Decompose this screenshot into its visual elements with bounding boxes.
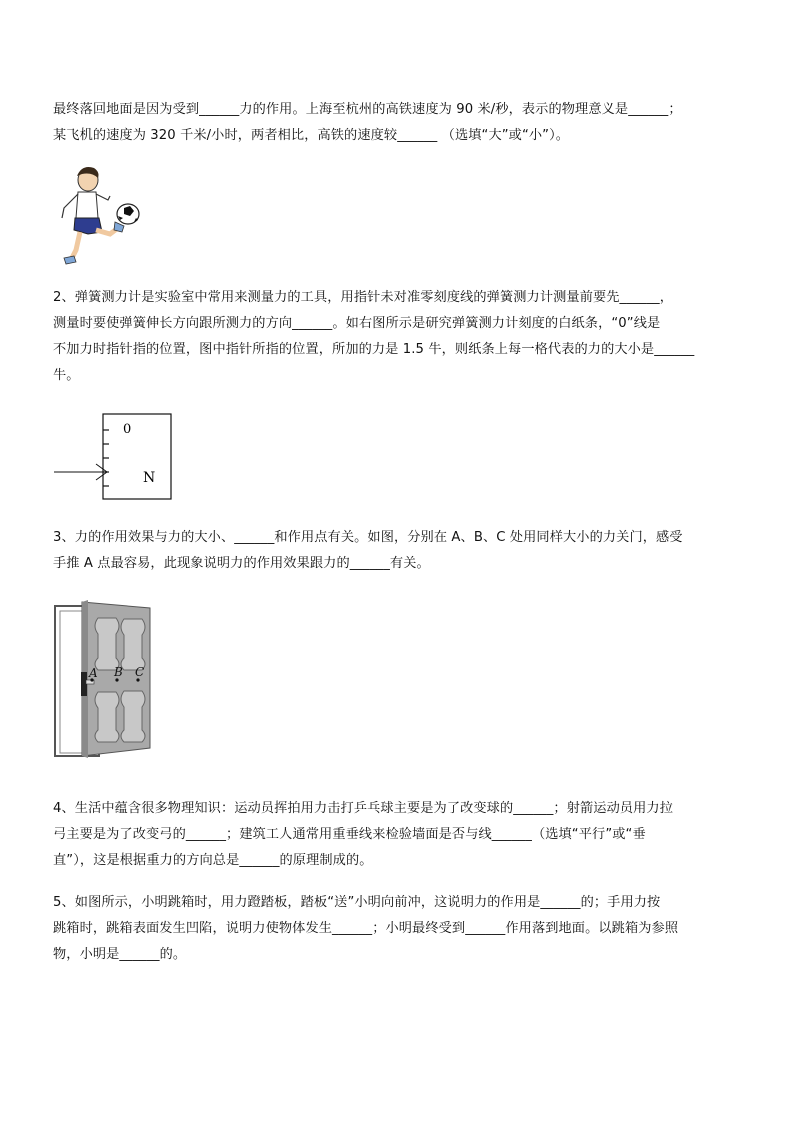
paper-strip bbox=[103, 414, 171, 499]
q4-line-1: 4、生活中蕴含很多物理知识：运动员挥拍用力击打乒乓球主要是为了改变球的______；射箭运动员用力拉 bbox=[53, 801, 674, 816]
boy-kicking-ball-illustration bbox=[52, 160, 148, 268]
soccer-ball-icon bbox=[117, 204, 139, 224]
q5-line-2: 跳箱时，跳箱表面发生凹陷，说明力使物体发生______；小明最终受到______作用落到地面。以跳箱为参照 bbox=[53, 921, 679, 936]
q4-line-3: 直”），这是根据重力的方向总是______的原理制成的。 bbox=[53, 853, 373, 868]
point-b-label: B bbox=[114, 665, 123, 679]
unit-label: N bbox=[143, 470, 156, 486]
point-c-label: C bbox=[135, 665, 145, 679]
door-diagram bbox=[52, 596, 156, 760]
point-a-label: A bbox=[89, 666, 98, 680]
q3-line-2: 手推 A 点最容易，此现象说明力的作用效果跟力的______有关。 bbox=[53, 556, 430, 571]
q4-line-2: 弓主要是为了改变弓的______；建筑工人通常用重垂线来检验墙面是否与线______（选填“平行”或“垂 bbox=[53, 827, 646, 842]
q2-line-3: 不加力时指针指的位置，图中指针所指的位置，所加的力是 1.5 牛，则纸条上每一格代表的力的大小是______ bbox=[53, 342, 695, 357]
q1-line-2: 某飞机的速度为 320 千米/小时，两者相比，高铁的速度较______ （选填“大”或“小”）。 bbox=[53, 128, 570, 143]
q2-line-4: 牛。 bbox=[53, 368, 80, 383]
spring-scale-strip-diagram bbox=[52, 410, 176, 504]
q2-line-2: 测量时要使弹簧伸长方向跟所测力的方向______。如右图所示是研究弹簧测力计刻度的白纸条，“0”线是 bbox=[53, 316, 661, 331]
q5-line-3: 物，小明是______的。 bbox=[53, 947, 187, 962]
zero-mark-label: 0 bbox=[123, 422, 132, 437]
pointer-arrow-icon bbox=[54, 464, 107, 480]
q5-line-1: 5、如图所示，小明跳箱时，用力蹬踏板，踏板“送”小明向前冲，这说明力的作用是______的；手用力按 bbox=[53, 895, 661, 910]
q2-line-1: 2、弹簧测力计是实验室中常用来测量力的工具，用指针未对准零刻度线的弹簧测力计测量前要先______， bbox=[53, 290, 674, 305]
q1-line-1: 最终落回地面是因为受到______力的作用。上海至杭州的高铁速度为 90 米/秒，表示的物理意义是______； bbox=[53, 102, 682, 117]
q3-line-1: 3、力的作用效果与力的大小、______和作用点有关。如图，分别在 A、B、C 处用同样大小的力关门，感受 bbox=[53, 530, 683, 545]
